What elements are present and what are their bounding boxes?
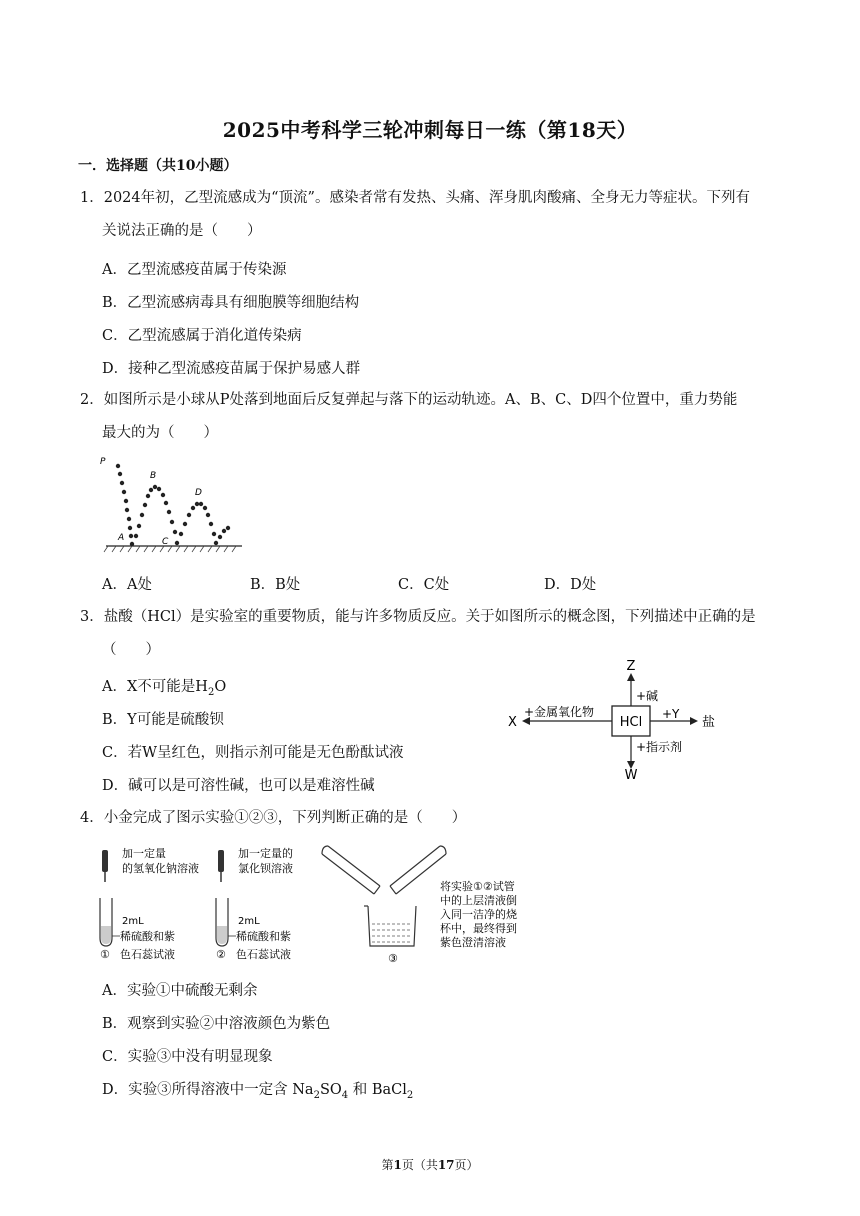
question-2-stem-cont: 最大的为（ ） [102, 425, 218, 441]
question-4-stem: 4．小金完成了图示实验①②③，下列判断正确的是（ ） [80, 810, 467, 826]
q3-option-d[interactable]: D．碱可以是可溶性碱，也可以是难溶性碱 [102, 778, 375, 794]
hcl-concept-map [500, 658, 732, 780]
t3-num: ③ [388, 952, 398, 965]
page-footer [0, 1156, 860, 1173]
footer-pre: 第 [381, 1158, 394, 1172]
page-title: 2025中考科学三轮冲刺每日一练（第18天） [222, 118, 638, 142]
question-3-stem: 3．盐酸（HCl）是实验室的重要物质，能与许多物质反应。关于如图所示的概念图，下列描述中正确的是 [80, 609, 756, 625]
t2-top-1: 加一定量的 [238, 847, 293, 860]
q2-option-a[interactable]: A．A处 [102, 577, 152, 593]
node-w: W [624, 768, 638, 780]
label-b: B [150, 471, 157, 481]
footer-page: 1 [393, 1158, 402, 1172]
t1-vol: 2mL [122, 916, 144, 927]
footer-total: 17 [437, 1158, 455, 1172]
q3-option-b[interactable]: B．Y可能是硫酸钡 [102, 712, 224, 728]
t1-top-2: 的氢氧化钠溶液 [122, 862, 199, 875]
q3-option-a-tail: O [214, 679, 227, 695]
t3-note-2: 中的上层清液倒 [440, 894, 517, 907]
t1-num: ① [100, 948, 110, 961]
section-heading: 一．选择题（共10小题） [78, 158, 238, 174]
q4-d-6: 2 [406, 1089, 414, 1101]
q2-option-c[interactable]: C．C处 [398, 577, 450, 593]
beaker [368, 906, 416, 946]
experiment-1 [100, 846, 199, 961]
q2-option-b[interactable]: B．B处 [250, 577, 301, 593]
dropper-1 [102, 850, 108, 872]
t3-note-1: 将实验①②试管 [440, 880, 515, 893]
q4-d-1: D．实验③所得溶液中一定含 Na [102, 1082, 314, 1098]
question-1-stem: 1．2024年初，乙型流感成为“顶流”。感染者常有发热、头痛、浑身肌肉酸痛、全身无力等症状。下列有 [80, 190, 750, 206]
q1-option-a[interactable]: A．乙型流感疫苗属于传染源 [102, 262, 287, 278]
q4-option-d[interactable] [102, 1078, 413, 1101]
t2-vol: 2mL [238, 916, 260, 927]
label-p: P [100, 457, 106, 467]
node-x: X [508, 715, 517, 730]
node-salt: 盐 [702, 715, 716, 730]
question-1-stem-cont: 关说法正确的是（ ） [102, 223, 262, 239]
dropper-2 [218, 850, 224, 872]
liquid-1 [101, 926, 111, 944]
label-y: +Y [662, 707, 680, 721]
t3-note-3: 入同一洁净的烧 [440, 908, 517, 921]
q1-option-c[interactable]: C．乙型流感属于消化道传染病 [102, 328, 302, 344]
ground-hatch [104, 546, 236, 552]
hcl-label: HCl [619, 715, 643, 730]
q3-option-a-sub: 2 [207, 686, 215, 698]
arrow-right-head [690, 717, 698, 725]
q1-option-b[interactable]: B．乙型流感病毒具有细胞膜等细胞结构 [102, 295, 360, 311]
label-a: A [118, 533, 125, 543]
experiment-2 [216, 846, 293, 961]
q4-option-a[interactable]: A．实验①中硫酸无剩余 [102, 983, 258, 999]
question-2-stem: 2．如图所示是小球从P处落到地面后反复弹起与落下的运动轨迹。A、B、C、D四个位置中，重力势能 [80, 392, 738, 408]
footer-post: 页） [454, 1158, 479, 1172]
q4-d-3: SO [319, 1082, 342, 1098]
t1-bottom-2: 色石蕊试液 [120, 948, 175, 961]
footer-mid: 页（共 [401, 1158, 438, 1172]
liquid-2 [217, 926, 227, 944]
pour-tube-left [322, 846, 380, 894]
t2-bottom-1: 稀硫酸和紫 [236, 930, 291, 943]
label-d: D [195, 488, 202, 498]
t1-top-1: 加一定量 [122, 847, 166, 860]
t2-num: ② [216, 948, 226, 961]
q3-option-a[interactable] [102, 675, 226, 698]
question-3-stem-cont: （ ） [102, 642, 160, 658]
node-z: Z [626, 659, 636, 674]
q4-d-4: 4 [341, 1089, 349, 1101]
q2-option-d[interactable]: D．D处 [544, 577, 597, 593]
trajectory-dots [116, 464, 230, 546]
label-c: C [162, 537, 169, 547]
pour-tube-right [390, 846, 446, 894]
label-metal-oxide: +金属氧化物 [524, 705, 595, 719]
t1-bottom-1: 稀硫酸和紫 [120, 930, 175, 943]
t3-note-5: 紫色澄清溶液 [440, 936, 506, 949]
q4-d-5: 和 BaCl [348, 1082, 407, 1098]
q4-option-c[interactable]: C．实验③中没有明显现象 [102, 1049, 273, 1065]
q4-option-b[interactable]: B．观察到实验②中溶液颜色为紫色 [102, 1016, 331, 1032]
q1-option-d[interactable]: D．接种乙型流感疫苗属于保护易感人群 [102, 361, 361, 377]
arrow-up-head [627, 673, 635, 681]
experiment-figure [96, 836, 522, 966]
t2-bottom-2: 色石蕊试液 [236, 948, 291, 961]
label-indicator: +指示剂 [636, 740, 683, 754]
t2-top-2: 氯化钡溶液 [238, 862, 293, 875]
t3-note-4: 杯中，最终得到 [440, 922, 517, 935]
bouncing-ball-figure [96, 452, 246, 556]
q4-d-2: 2 [313, 1089, 320, 1101]
label-base: +碱 [636, 689, 659, 703]
experiment-3 [322, 846, 517, 965]
q3-option-a-text: A．X不可能是H [102, 679, 208, 695]
beaker-liquid [372, 924, 412, 942]
q3-option-c[interactable]: C．若W呈红色，则指示剂可能是无色酚酞试液 [102, 745, 404, 761]
